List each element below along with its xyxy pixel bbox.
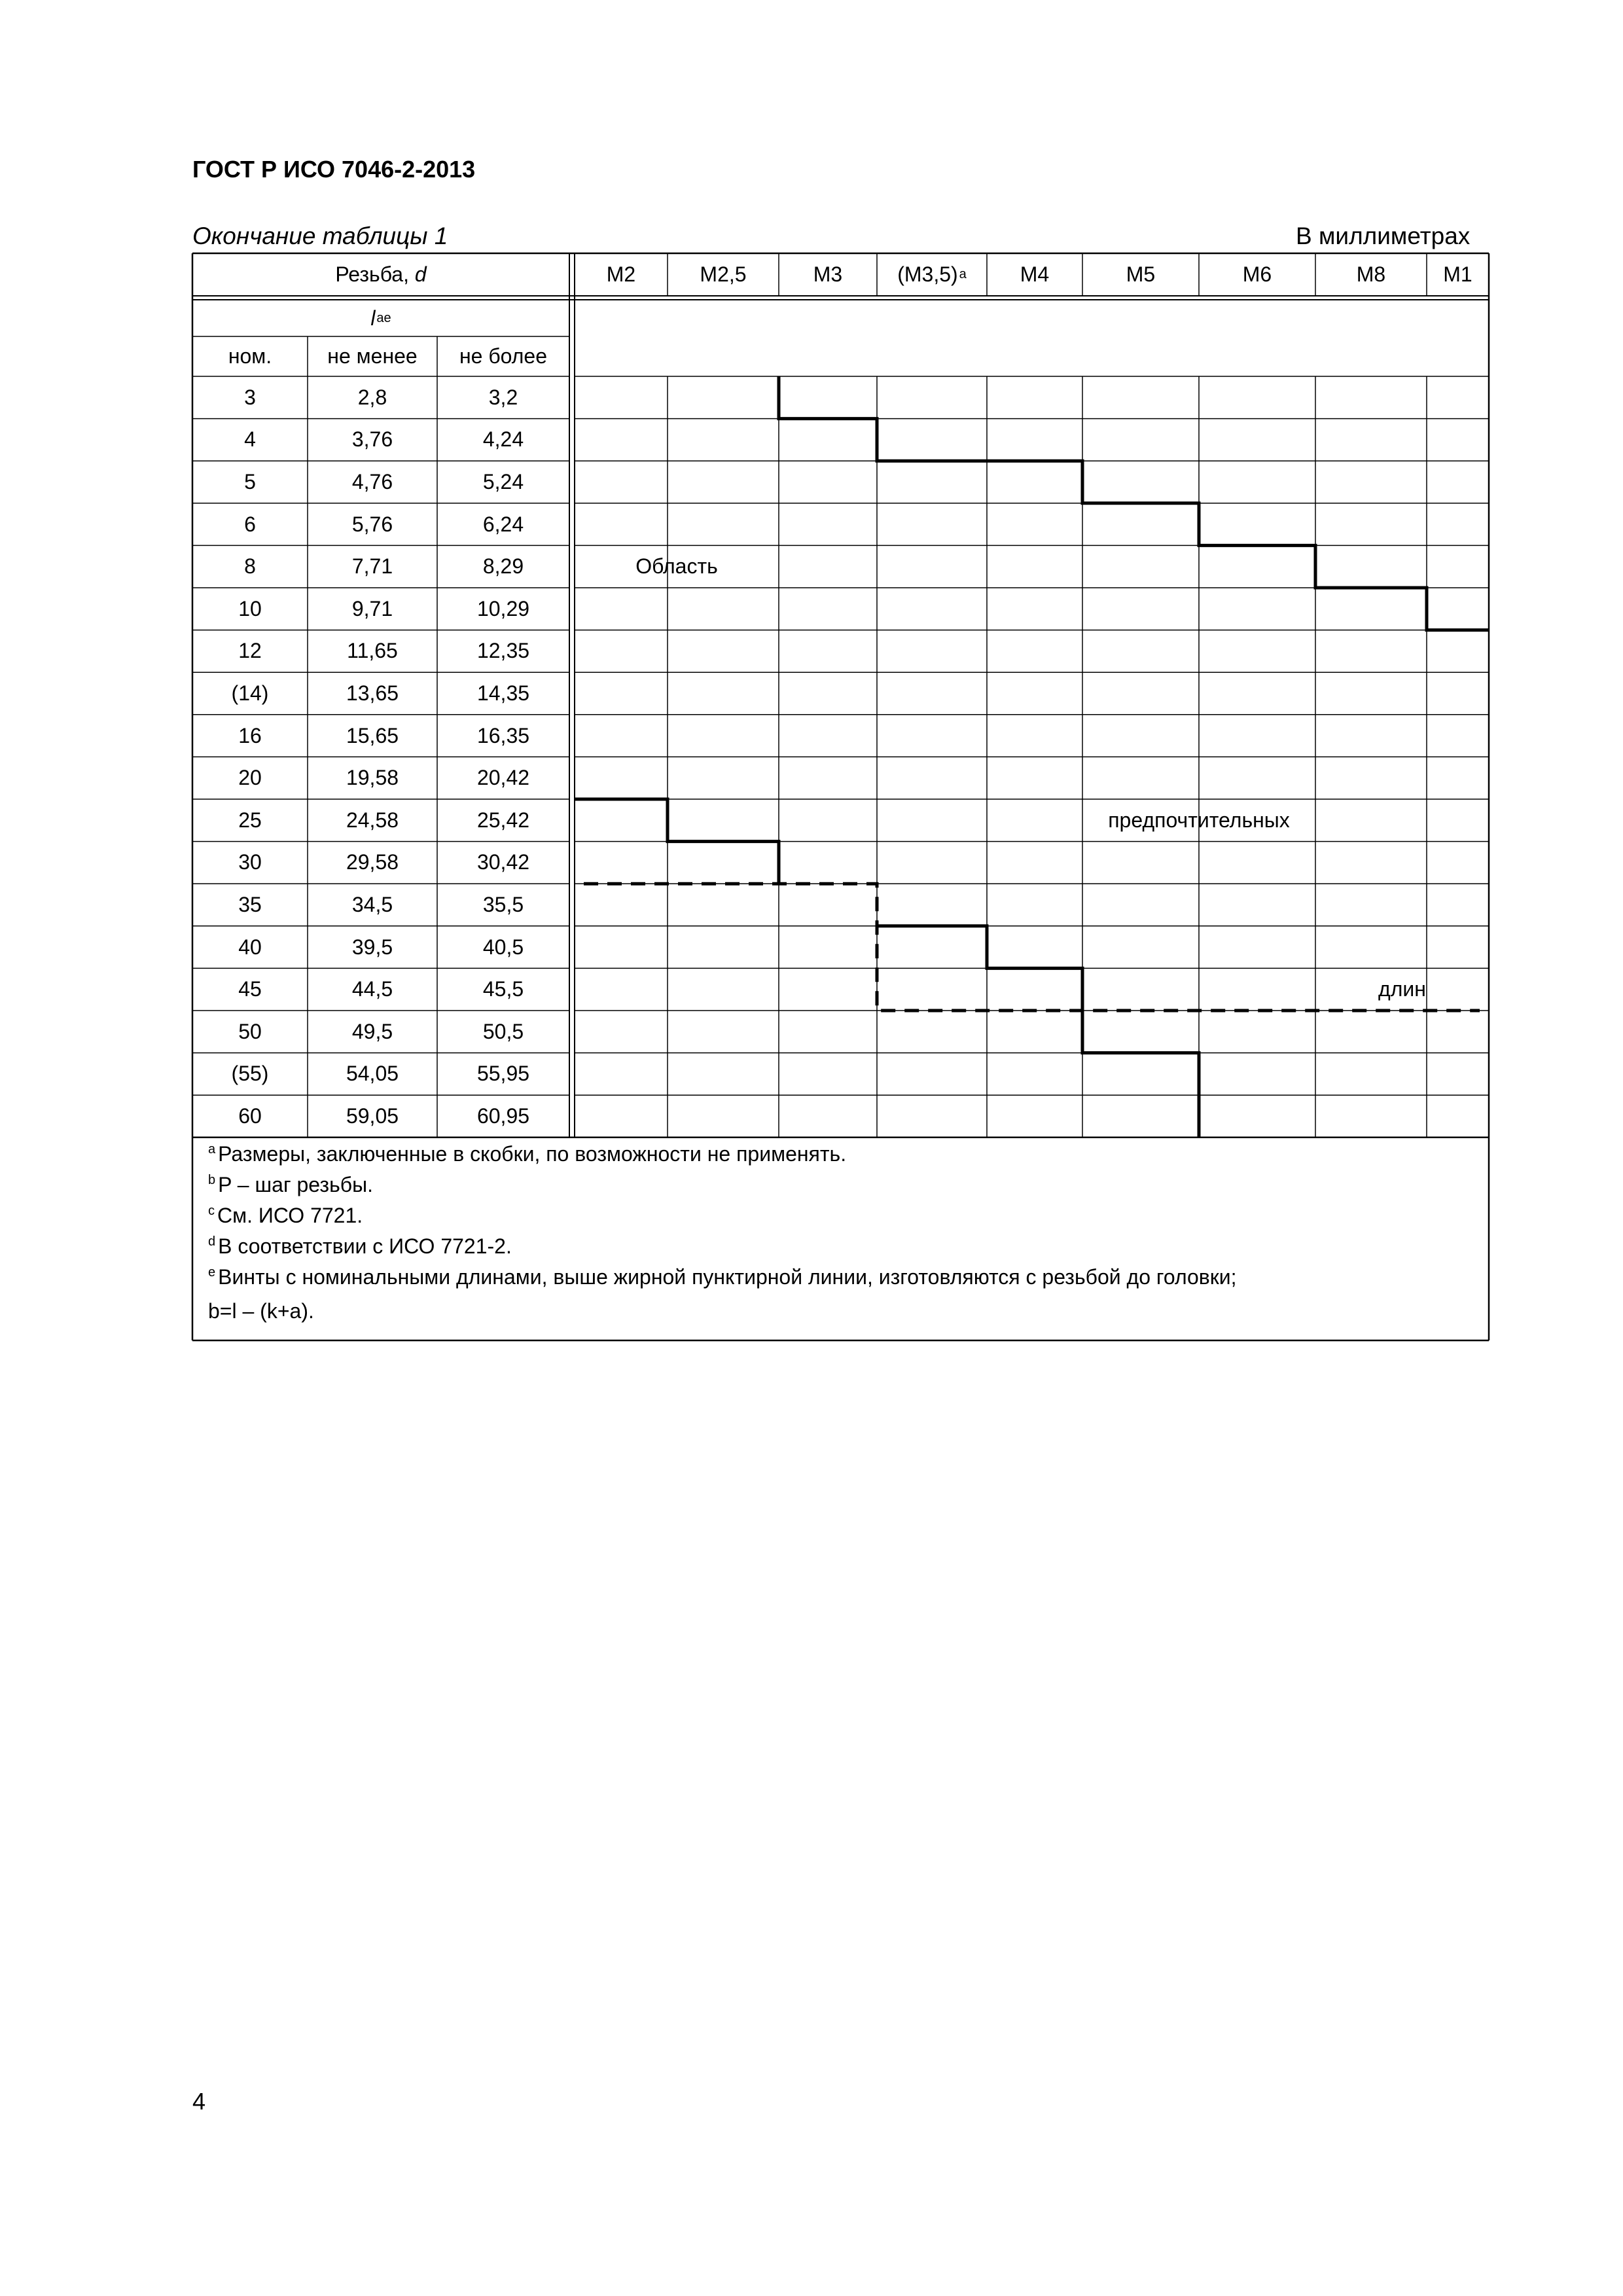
table-cell [308,461,437,503]
table-cell [192,926,308,969]
table-cell [308,757,437,799]
table-cell [437,715,569,757]
footnote [208,1204,363,1228]
column-header-label: M5 [1126,262,1156,286]
table-cell [437,588,569,630]
table-cell [192,672,308,715]
table-cell [192,884,308,926]
cell-value: 30,42 [476,850,530,874]
table-cell [308,884,437,926]
footnote-marker: b [208,1173,216,1188]
table-cell [308,842,437,884]
cell-value: 60,95 [476,1103,530,1128]
cell-value: 55,95 [476,1062,530,1086]
cell-value: 4,76 [351,469,393,493]
cell-value: 11,65 [347,639,398,663]
cell-value: 45,5 [482,977,524,1001]
cell-value: 12 [238,639,262,663]
cell-value: 8,29 [482,554,524,579]
table-cell [437,503,569,546]
length-subheader-label: не более [459,344,548,368]
column-header-label: M3 [813,262,843,286]
table-cell [308,1053,437,1096]
cell-value: 15,65 [346,723,399,747]
cell-value: (55) [231,1062,269,1086]
cell-value: 10 [238,596,262,620]
table-cell [437,419,569,461]
table-cell [192,461,308,503]
column-header [1315,253,1427,296]
table-cell [437,461,569,503]
cell-value: 20 [238,766,262,790]
table-cell [308,419,437,461]
cell-value: 30 [238,850,262,874]
thread-symbol: d [414,262,427,286]
cell-value: (14) [231,681,269,705]
table-cell [308,588,437,630]
footnote [208,1173,373,1197]
length-subheader-label: ном. [228,344,272,368]
column-header-label: M2,5 [700,262,747,286]
cell-value: 2,8 [357,385,387,409]
length-header [192,300,569,336]
cell-value: 3,2 [488,385,518,409]
footnote-text: В соответствии с ИСО 7721-2. [218,1234,512,1258]
cell-value: 6 [244,512,256,536]
cell-value: 50 [238,1019,262,1043]
cell-value: 7,71 [351,554,393,579]
cell-value: 25 [238,808,262,832]
column-header-label: M4 [1020,262,1050,286]
table-cell [192,376,308,419]
cell-value: 35,5 [482,892,524,916]
table-cell [192,1095,308,1138]
footnote [208,1234,512,1259]
cell-value: 6,24 [482,512,524,536]
table-cell [308,630,437,673]
cell-value: 34,5 [351,892,393,916]
length-subheader-label: не менее [327,344,418,368]
footnote-marker: e [208,1265,216,1280]
column-header-label: (M3,5) [897,262,958,286]
cell-value: 49,5 [351,1019,393,1043]
column-header [1199,253,1315,296]
footnote-marker: a [959,267,967,281]
thread-label: Резьба, [335,262,409,286]
table-cell [192,757,308,799]
table-cell [192,503,308,546]
document-code: ГОСТ Р ИСО 7046-2-2013 [192,156,476,183]
cell-value: 44,5 [351,977,393,1001]
cell-value: 16,35 [476,723,530,747]
table-cell [192,630,308,673]
table-cell [192,799,308,842]
footnote-text: P – шаг резьбы. [218,1173,373,1196]
footnote [208,1265,1237,1289]
table-cell [437,545,569,588]
table-cell [308,545,437,588]
cell-value: 60 [238,1103,262,1128]
page-number: 4 [192,2088,206,2115]
cell-value: 40 [238,935,262,959]
cell-value: 9,71 [351,596,393,620]
cell-value: 16 [238,723,262,747]
region-label-oblast: Область [635,554,718,579]
column-header [575,253,668,296]
cell-value: 25,42 [476,808,530,832]
table-cell [192,968,308,1011]
table-cell [308,968,437,1011]
table-cell [308,799,437,842]
table-cell [308,672,437,715]
table-cell [437,1011,569,1053]
column-header-label: M6 [1242,262,1272,286]
footnote-text: Размеры, заключенные в скобки, по возможности не применять. [218,1142,847,1166]
cell-value: 20,42 [476,766,530,790]
region-label-preferred: предпочтительных [1108,808,1290,832]
cell-value: 29,58 [346,850,399,874]
table-cell [192,1011,308,1053]
footnote-marker: d [208,1234,216,1249]
cell-value: 54,05 [346,1062,399,1086]
column-header [987,253,1082,296]
table-cell [308,1095,437,1138]
table-cell [437,1095,569,1138]
footnote [208,1299,314,1323]
column-header [779,253,877,296]
table-cell [437,1053,569,1096]
table-cell [308,715,437,757]
cell-value: 13,65 [346,681,399,705]
footnote-text: См. ИСО 7721. [217,1204,363,1227]
table-cell [437,757,569,799]
footnote-text: Винты с номинальными длинами, выше жирной пунктирной линии, изготовляются с резьбой до головки; [218,1265,1237,1289]
column-header [1427,253,1489,296]
cell-value: 8 [244,554,256,579]
cell-value: 35 [238,892,262,916]
table-caption: Окончание таблицы 1 [192,223,448,249]
footnote-text: b=l – (k+a). [208,1299,314,1323]
cell-value: 3,76 [351,427,393,452]
cell-value: 4,24 [482,427,524,452]
column-header [668,253,779,296]
column-header-label: M1 [1443,262,1472,286]
cell-value: 50,5 [482,1019,524,1043]
table-cell [437,968,569,1011]
column-header-label: M2 [606,262,636,286]
cell-value: 40,5 [482,935,524,959]
table-cell [192,588,308,630]
cell-value: 10,29 [476,596,530,620]
cell-value: 14,35 [476,681,530,705]
table-cell [308,376,437,419]
table-cell [192,419,308,461]
table-cell [437,926,569,969]
cell-value: 39,5 [351,935,393,959]
length-subheader [192,336,308,376]
cell-value: 12,35 [476,639,530,663]
table-cell [437,630,569,673]
cell-value: 45 [238,977,262,1001]
cell-value: 59,05 [346,1103,399,1128]
footnote-marker: c [208,1204,215,1219]
table-cell [437,842,569,884]
table-cell [192,842,308,884]
length-subheader [308,336,437,376]
table-cell [192,1053,308,1096]
thread-header [192,253,569,296]
column-header [877,253,987,296]
cell-value: 5,76 [351,512,393,536]
cell-value: 3 [244,385,256,409]
table-cell [192,545,308,588]
footnote-marker: ae [376,310,391,325]
table-cell [437,672,569,715]
cell-value: 5 [244,469,256,493]
table-cell [308,1011,437,1053]
footnote-marker: a [208,1142,216,1157]
table-cell [308,503,437,546]
cell-value: 24,58 [346,808,399,832]
table-cell [437,799,569,842]
footnote [208,1142,846,1166]
units-note: В миллиметрах [1296,223,1471,249]
cell-value: 4 [244,427,256,452]
cell-value: 5,24 [482,469,524,493]
table-cell [437,884,569,926]
region-label-lengths: длин [1378,977,1426,1001]
cell-value: 19,58 [346,766,399,790]
table-cell [437,376,569,419]
length-symbol: l [370,306,376,330]
length-subheader [437,336,569,376]
column-header-label: M8 [1356,262,1386,286]
table-cell [308,926,437,969]
table-cell [192,715,308,757]
lower-boundary-line [877,926,1199,1138]
column-header [1082,253,1199,296]
